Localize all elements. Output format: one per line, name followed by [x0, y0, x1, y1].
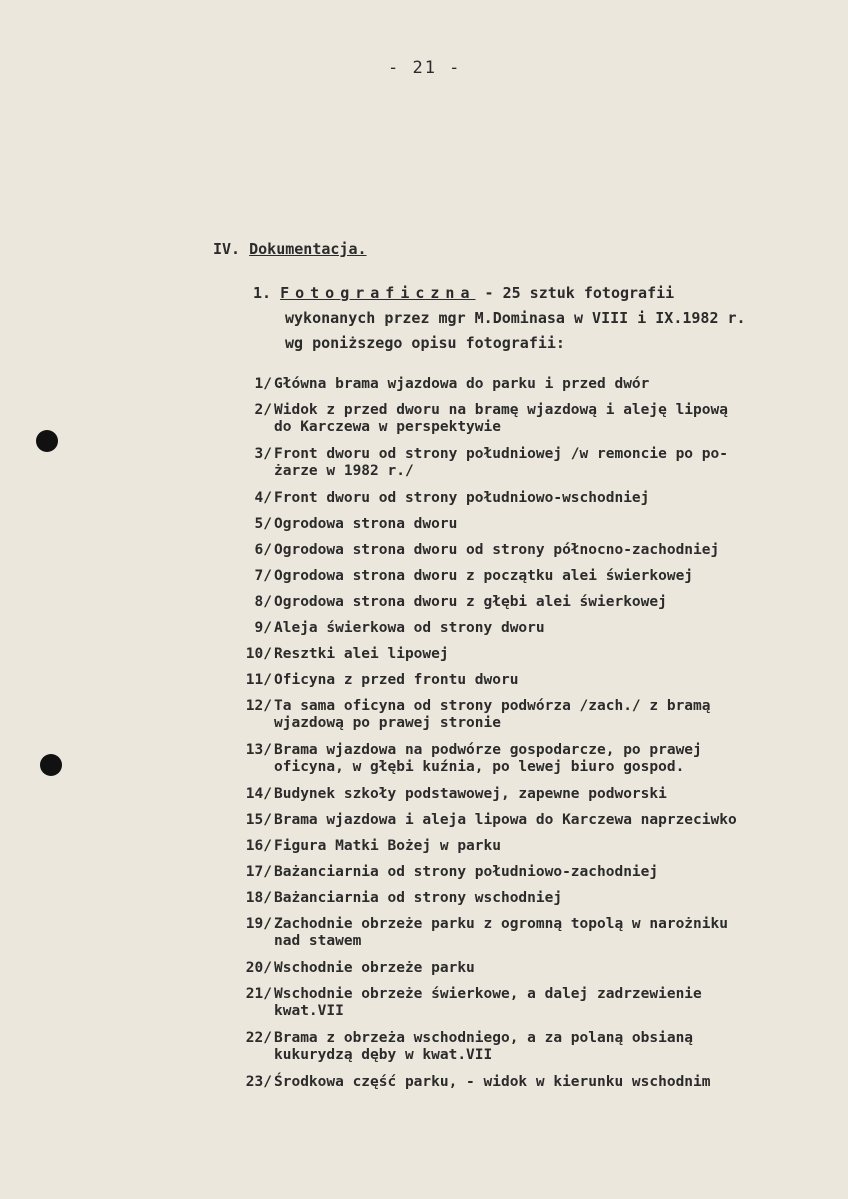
punch-hole [36, 430, 58, 452]
list-item-line: Bażanciarnia od strony wschodniej [274, 890, 563, 906]
list-item-line: Brama wjazdowa i aleja lipowa do Karczewa naprzeciwko [274, 812, 737, 828]
list-item-text [272, 812, 737, 829]
list-item-number: 6/ [254, 542, 272, 558]
list-item-text [272, 742, 702, 776]
list-item-line: Brama z obrzeża wschodniego, a za polaną obsianą [274, 1030, 694, 1046]
intro-number: 1. [253, 284, 272, 302]
list-item-number: 22/ [245, 1030, 272, 1046]
list-item [228, 890, 562, 907]
list-item-text [272, 698, 711, 732]
list-item [228, 812, 737, 829]
list-item-line: Front dworu od strony południowo-wschodniej [274, 490, 650, 506]
punch-hole [40, 754, 62, 776]
intro-paragraph [253, 281, 746, 356]
list-item-number: 18/ [245, 890, 272, 906]
list-item-text [272, 402, 728, 436]
list-item-line: do Karczewa w perspektywie [274, 419, 501, 435]
list-item-line: Oficyna z przed frontu dworu [274, 672, 519, 688]
list-item-number: 3/ [254, 446, 272, 462]
list-item-text [272, 516, 457, 533]
list-item-text [272, 960, 475, 977]
list-item-text [272, 890, 562, 907]
list-item-number: 14/ [245, 786, 272, 802]
list-item-number: 13/ [245, 742, 272, 758]
list-item-line: Ogrodowa strona dworu od strony północno-zachodniej [274, 542, 720, 558]
list-item [228, 446, 728, 480]
list-item-line: Brama wjazdowa na podwórze gospodarcze, po prawej [274, 742, 702, 758]
list-item [228, 916, 728, 950]
list-item [228, 490, 649, 507]
list-item-number: 9/ [254, 620, 272, 636]
list-item-line: Ogrodowa strona dworu z początku alei świerkowej [274, 568, 694, 584]
list-item-number: 16/ [245, 838, 272, 854]
list-item-text [272, 864, 658, 881]
list-item-number: 17/ [245, 864, 272, 880]
list-item-text [272, 1074, 711, 1091]
list-item-text [272, 916, 728, 950]
list-item-text [272, 1030, 693, 1064]
list-item-line: oficyna, w głębi kuźnia, po lewej biuro gospod. [274, 759, 685, 775]
list-item-line: Zachodnie obrzeże parku z ogromną topolą w narożniku [274, 916, 728, 932]
list-item-line: Figura Matki Bożej w parku [274, 838, 501, 854]
list-item-line: Ogrodowa strona dworu [274, 516, 458, 532]
list-item-text [272, 672, 518, 689]
list-item-line: Środkowa część parku, - widok w kierunku wschodnim [274, 1074, 711, 1090]
section-heading [213, 240, 367, 258]
list-item-line: Budynek szkoły podstawowej, zapewne podworski [274, 786, 667, 802]
list-item [228, 986, 702, 1020]
list-item-number: 10/ [245, 646, 272, 662]
list-item-text [272, 786, 667, 803]
list-item-number: 21/ [245, 986, 272, 1002]
list-item [228, 516, 457, 533]
list-item-line: Bażanciarnia od strony południowo-zachodniej [274, 864, 659, 880]
list-item-line: Główna brama wjazdowa do parku i przed dwór [274, 376, 650, 392]
section-numeral: IV. [213, 240, 241, 258]
list-item-number: 20/ [245, 960, 272, 976]
list-item [228, 698, 711, 732]
list-item-text [272, 838, 501, 855]
list-item-line: Wschodnie obrzeże świerkowe, a dalej zadrzewienie [274, 986, 702, 1002]
list-item-text [272, 986, 702, 1020]
list-item-line: Ta sama oficyna od strony podwórza /zach./ z bramą [274, 698, 711, 714]
list-item [228, 960, 475, 977]
list-item-line: żarze w 1982 r./ [274, 463, 414, 479]
list-item-text [272, 446, 728, 480]
list-item-number: 2/ [254, 402, 272, 418]
intro-line1-rest: - 25 sztuk fotografii [484, 284, 675, 302]
list-item [228, 838, 501, 855]
list-item-text [272, 594, 667, 611]
list-item-line: wjazdową po prawej stronie [274, 715, 501, 731]
list-item-number: 19/ [245, 916, 272, 932]
list-item [228, 376, 649, 393]
intro-line2: wykonanych przez mgr M.Dominasa w VIII i IX.1982 r. [285, 309, 746, 327]
list-item-text [272, 542, 719, 559]
list-item-line: kwat.VII [274, 1003, 344, 1019]
list-item-number: 1/ [254, 376, 272, 392]
list-item [228, 672, 518, 689]
list-item-number: 8/ [254, 594, 272, 610]
list-item [228, 742, 702, 776]
list-item-number: 12/ [245, 698, 272, 714]
list-item-number: 4/ [254, 490, 272, 506]
list-item-line: Front dworu od strony południowej /w remoncie po po- [274, 446, 728, 462]
list-item-number: 15/ [245, 812, 272, 828]
list-item-text [272, 568, 693, 585]
list-item [228, 1030, 693, 1064]
list-item-text [272, 376, 649, 393]
list-item [228, 620, 545, 637]
list-item-number: 23/ [245, 1074, 272, 1090]
list-item [228, 402, 728, 436]
list-item [228, 786, 667, 803]
intro-keyword: Fotograficzna [280, 284, 476, 302]
list-item [228, 646, 449, 663]
list-item-line: Aleja świerkowa od strony dworu [274, 620, 545, 636]
list-item-line: Resztki alei lipowej [274, 646, 449, 662]
list-item [228, 864, 658, 881]
list-item-number: 5/ [254, 516, 272, 532]
list-item-line: kukurydzą dęby w kwat.VII [274, 1047, 493, 1063]
list-item-text [272, 490, 649, 507]
list-item [228, 568, 693, 585]
list-item-number: 11/ [245, 672, 272, 688]
list-item-line: Widok z przed dworu na bramę wjazdową i aleję lipową [274, 402, 728, 418]
list-item-text [272, 620, 545, 637]
list-item [228, 542, 719, 559]
section-title: Dokumentacja. [249, 240, 367, 258]
list-item [228, 1074, 711, 1091]
list-item [228, 594, 667, 611]
page-number: - 21 - [388, 58, 462, 78]
list-item-number: 7/ [254, 568, 272, 584]
list-item-line: Ogrodowa strona dworu z głębi alei świerkowej [274, 594, 667, 610]
list-item-line: nad stawem [274, 933, 362, 949]
intro-line3: wg poniższego opisu fotografii: [285, 334, 565, 352]
list-item-line: Wschodnie obrzeże parku [274, 960, 475, 976]
list-item-text [272, 646, 449, 663]
